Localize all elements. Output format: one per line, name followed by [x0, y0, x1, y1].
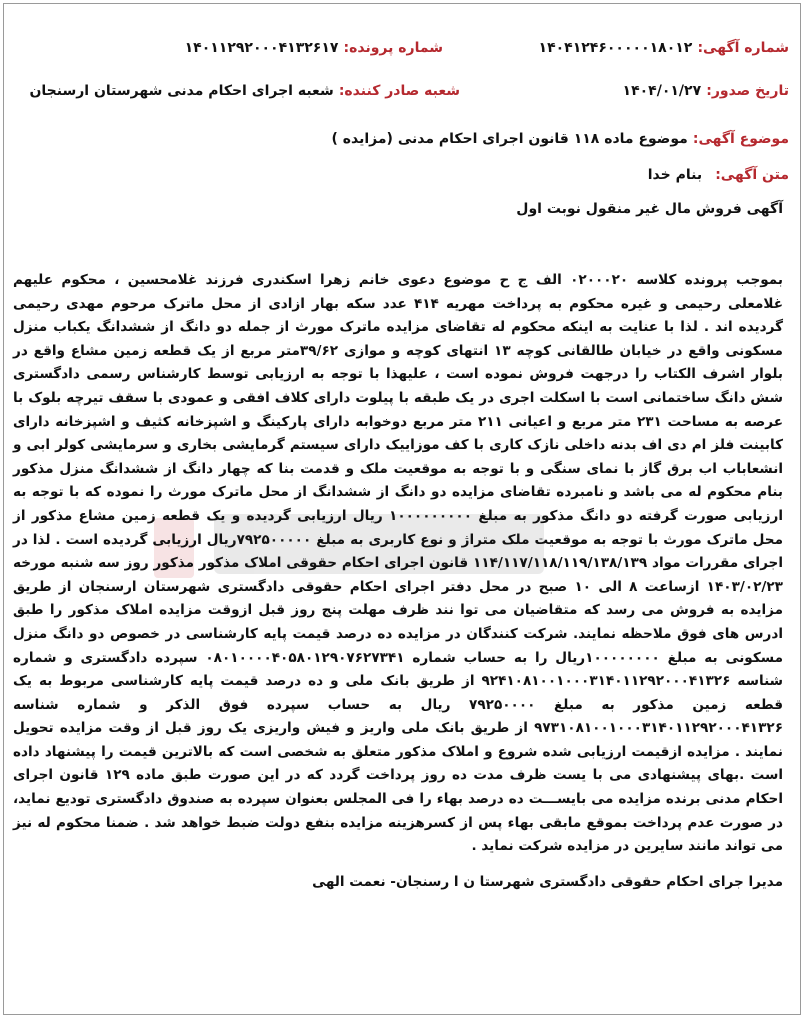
- subject-label: موضوع آگهی:: [692, 131, 789, 147]
- ad-number-label: شماره آگهی:: [697, 40, 789, 56]
- signature: مدیرا جرای احکام حقوقی دادگستری شهرستا ن ا رسنجان- نعمت الهی: [312, 874, 783, 890]
- text-label: متن آگهی:: [715, 167, 789, 183]
- bismillah: بنام خدا: [647, 167, 703, 183]
- issuer-field: [29, 80, 460, 99]
- subject-field: [332, 128, 790, 147]
- subject-value: موضوع ماده ۱۱۸ قانون اجرای احکام مدنی (مزایده ): [331, 131, 688, 147]
- notice-frame: [3, 3, 801, 1015]
- notice-body: [13, 269, 783, 859]
- case-number-label: شماره پرونده:: [343, 40, 443, 56]
- case-number-field: [185, 37, 443, 56]
- issue-date-value: ۱۴۰۴/۰۱/۲۷: [622, 83, 702, 99]
- issuer-value: شعبه اجرای احکام مدنی شهرستان ارسنجان: [29, 83, 334, 99]
- case-number-value: ۱۴۰۱۱۲۹۲۰۰۰۴۱۳۲۶۱۷: [184, 40, 339, 56]
- notice-title: آگهی فروش مال غیر منقول نوبت اول: [516, 201, 783, 217]
- ad-number-field: [539, 37, 789, 56]
- body-paragraph: بموجب پرونده کلاسه ۰۲۰۰۰۲۰ الف ج ح موضوع دعوی خانم زهرا اسکندری فرزند غلامحسین ، محکوم علیهم غلامعلی رحیمی و غیره محکوم به پرداخت مهریه ۴۱۴ عدد سکه بهار ازادی از محل ماترک مرحوم مهدی رحیمی گردیده اند . لذا با عنایت به اینکه محکوم له تقاضای مزایده ماترک مورث از جمله دو دانگ از ششدانگ یکباب منزل مسکونی واقع در خیابان طالقانی کوچه ۱۳ انتهای کوچه و موازی ۳۹/۶۲متر مربع از یک قطعه زمین مشاع واقع در بلوار اشرف الکتاب را درجهت فروش نموده است ، علیهذا با توجه به ارزیابی توسط کارشناس رسمی دادگستری شش دانگ ساختمانی است با اسکلت اجری در یک طبقه با پیلوت دارای کلاف افقی و عمودی با سقف تیرچه بلوک با عرصه به مساحت ۲۳۱ متر مربع و اعیانی ۲۱۱ متر مربع دوخوابه دارای پارکینگ و اشپزخانه کثیف و اشپزخانه دارای کابینت فلز ام دی اف بدنه داخلی نازک کاری با کف موزاییک دارای سیستم گرمایشی بخاری و سرمایشی کولر ابی و انشعاباب اب برق گاز با نمای سنگی و با توجه به موقعیت ملک و قدمت بنا که چهار دانگ از ششدانگ منزل مذکور بنام محکوم له می باشد و نامبرده تقاضای مزایده دو دانگ از ششدانگ از محل ماترک مورث را نموده که با توجه به ارزیابی صورت گرفته دو دانگ مذکور به مبلغ ۱۰۰۰۰۰۰۰۰۰ ریال ارزیابی گردیده و یک قطعه زمین مشاع مذکور از محل ماترک مورث با توجه به موقعیت ملک متراژ و نوع کاربری به مبلغ ۷۹۲۵۰۰۰۰۰ریال ارزیابی گردیده است . لذا در اجرای مقررات مواد ۱۱۴/۱۱۷/۱۱۸/۱۱۹/۱۳۸/۱۳۹ قانون اجرای احکام حقوقی املاک مذکور مذکور روز سه شنبه مورخه ۱۴۰۳/۰۲/۲۳ ازساعت ۸ الی ۱۰ صبح در محل دفتر اجرای احکام حقوقی دادگستری شهرستان ارسنجان از طریق مزایده به فروش می رسد که متقاضیان می توا نند ظرف مهلت پنج روز قبل ازوقت مزایده املاک مذکور را طبق ادرس های فوق ملاحظه نمایند. شرکت کنندگان در مزایده ده درصد قیمت پایه کارشناسی در خصوص دو دانگ منزل مسکونی به مبلغ ۱۰۰۰۰۰۰۰۰ریال را به حساب شماره ۰۸۰۱۰۰۰۰۴۰۵۸۰۱۲۹۰۷۶۲۷۳۴۱ سپرده دادگستری و شماره شناسه ۹۲۴۱۰۸۱۰۰۱۰۰۰۳۱۴۰۱۱۲۹۲۰۰۰۴۱۳۲۶ از طریق بانک ملی و ده درصد قیمت پایه کارشناسی مربوط به یک قطعه زمین مذکور به مبلغ ۷۹۲۵۰۰۰۰ ریال به حساب سپرده فوق الذکر و شماره شناسه ۹۷۳۱۰۸۱۰۰۱۰۰۰۳۱۴۰۱۱۲۹۲۰۰۰۴۱۳۲۶ از طریق بانک ملی واریز و فیش واریزی یک روز قبل از وقت مزایده تحویل نمایند . مزایده ازقیمت ارزیابی شده شروع و املاک مذکور متعلق به شخصی است که بالاترین قیمت را پیشنهاد داده است .بهای پیشنهادی می با یست ظرف مدت ده روز پرداخت گردد که در این صورت طبق ماده ۱۲۹ قانون اجرای احکام مدنی برنده مزایده می بایســـت ده درصد بهاء را فی المجلس بعنوان سپرده به صندوق دادگستری تودیع نماید، در صورت عدم پرداخت بموقع مابقی بهاء پس از کسرهزینه مزایده بنفع دولت ضبط خواهد شد . ضمنا محکوم له نیز می تواند مانند سایرین در مزایده شرکت نماید .: [13, 272, 783, 855]
- ad-number-value: ۱۴۰۴۱۲۴۶۰۰۰۰۰۱۸۰۱۲: [538, 40, 693, 56]
- issuer-label: شعبه صادر کننده:: [338, 83, 460, 99]
- issue-date-field: [623, 80, 789, 99]
- text-field: [648, 164, 789, 183]
- issue-date-label: تاریخ صدور:: [706, 83, 789, 99]
